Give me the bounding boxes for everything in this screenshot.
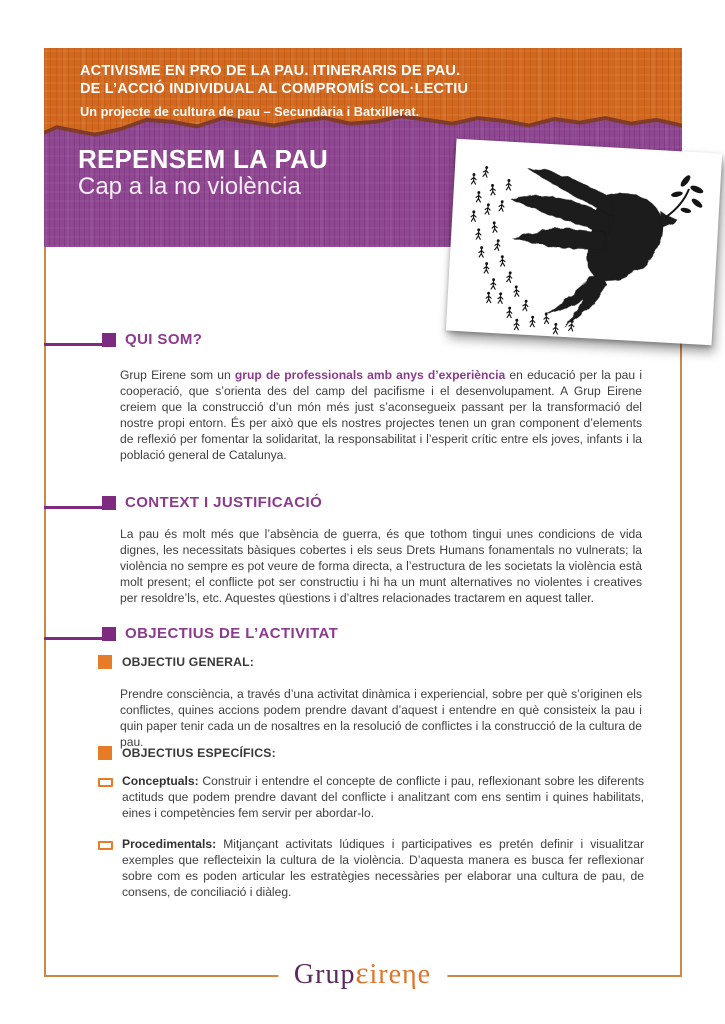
section-header-objectius: [44, 627, 338, 641]
section-title: CONTEXT I JUSTIFICACIÓ: [125, 494, 323, 511]
header-lead-line: [44, 506, 102, 509]
purple-square-bullet: [102, 627, 116, 641]
dove-of-people-illustration: [446, 139, 722, 346]
banner: [78, 146, 328, 201]
header-kicker: [80, 62, 468, 119]
highlighted-phrase: grup de professionals amb anys d’experiència: [234, 368, 506, 382]
paragraph-text: Grup Eirene som un: [120, 368, 235, 382]
purple-square-bullet: [102, 496, 116, 510]
item-label: Procedimentals:: [122, 837, 217, 851]
grup-eirene-logo: [278, 951, 447, 997]
purple-square-bullet: [102, 333, 116, 347]
header-lead-line: [44, 343, 102, 346]
section-header-context: [44, 496, 322, 510]
item-text: Construir i entendre el concepte de conflicte i pau, reflexionant sobre les diferents actituds que podem prendre davant del conflicte i analitzant com ens sentim i quines habilitats, eines i competències fem servir per abordar-lo.: [122, 774, 644, 820]
qui-som-paragraph: [120, 368, 642, 463]
orange-square-bullet: [98, 746, 112, 760]
banner-title: REPENSEM LA PAU: [78, 144, 329, 174]
subsection-objectiu-general: [98, 655, 254, 669]
subsection-label: OBJECTIUS ESPECÍFICS:: [122, 746, 276, 760]
banner-subtitle: Cap a la no violència: [78, 173, 301, 200]
item-text: Mitjançant activitats lúdiques i participatives es pretén definir i visualitzar exemples que reflecteixin la cultura de la violència. D’aquesta manera es busca fer reflexionar sobre com es poden articular les estratègies necessàries per elaborar una cultura de pau, de consens, de conciliació i diàleg.: [122, 837, 644, 899]
logo-epsilon-glyph: ε: [355, 955, 370, 990]
item-label: Conceptuals:: [122, 774, 199, 788]
olive-branch: [666, 173, 706, 220]
dove-photo-card: [446, 139, 722, 346]
logo-text-grup: Grup: [293, 959, 356, 990]
section-header-qui-som: [44, 333, 202, 347]
kicker-line-1: ACTIVISME EN PRO DE LA PAU. ITINERARIS DE PAU.: [80, 63, 461, 79]
kicker-line-2: DE L’ACCIÓ INDIVIDUAL AL COMPROMÍS COL·LECTIU: [80, 81, 469, 97]
orange-outline-rect-bullet: [98, 841, 113, 850]
logo-text-e: e: [417, 959, 432, 990]
subsection-objectius-especifics: [98, 746, 276, 760]
objective-item-conceptuals: [98, 774, 644, 822]
paragraph-text: en educació per la pau i cooperació, que s’orienta des del camp del pacifisme i el desenvolupament. A Grup Eirene creiem que la construcció d’un món més just s’aconsegueix passant per la transformació del nostre propi entorn. És per això que els nostres projectes tenen un gran component d’elements de reflexió per fomentar la solidaritat, la responsabilitat i l’esperit crític entre els joves, infants i la població general de Catalunya.: [120, 368, 643, 462]
orange-outline-rect-bullet: [98, 778, 113, 787]
objectiu-general-paragraph: Prendre consciència, a través d’una activitat dinàmica i experiencial, sobre per què s’originen els conflictes, quines accions podem prendre davant d’aquest i entendre en què consisteix la pau i quin paper tenir cada un de nosaltres en la resolució de conflictes i la construcció de la cultura de pau.: [120, 687, 642, 749]
header-lead-line: [44, 637, 102, 640]
subsection-label: OBJECTIU GENERAL:: [122, 655, 255, 669]
logo-eta-glyph: η: [402, 959, 418, 990]
section-title: QUI SOM?: [125, 331, 203, 348]
objective-item-procedimentals: [98, 837, 644, 901]
header-subtitle: Un projecte de cultura de pau – Secundària i Batxillerat.: [80, 104, 420, 119]
section-title: OBJECTIUS DE L’ACTIVITAT: [125, 625, 339, 642]
logo-text-ire: ire: [369, 959, 403, 990]
dove-silhouette: [503, 167, 681, 333]
context-paragraph: La pau és molt més que l’absència de guerra, és que tothom tingui unes condicions de vida dignes, les necessitats bàsiques cobertes i els seus Drets Humans fonamentals no vulnerats; la violència no sempre es pot veure de forma directa, a l’estructura de les societats la violència està molt present; el conflicte pot ser constructiu i hi ha un munt alternatives no violentes i creatives per resoldre’ls, etc. Aquestes qüestions i d’altres relacionades tractarem en aquest taller.: [120, 527, 642, 605]
orange-square-bullet: [98, 655, 112, 669]
